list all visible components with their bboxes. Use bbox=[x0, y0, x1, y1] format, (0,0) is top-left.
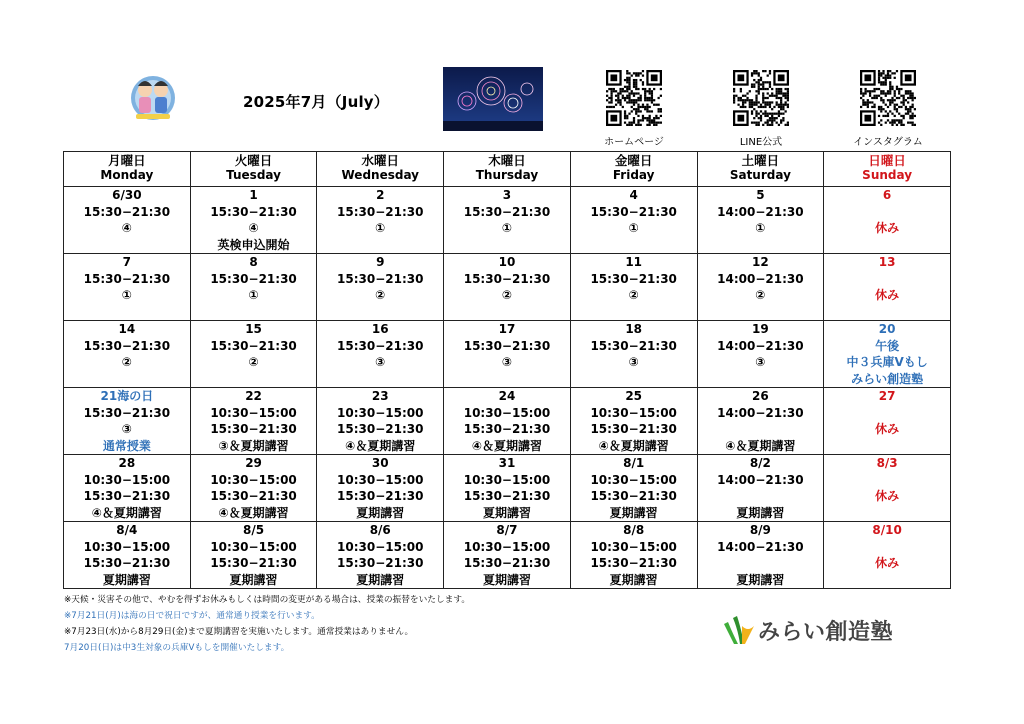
day-cell bbox=[317, 522, 444, 589]
day-detail: 15:30−21:30 bbox=[210, 338, 297, 353]
day-detail: 15:30−21:30 bbox=[590, 271, 677, 286]
day-detail: 15:30−21:30 bbox=[337, 338, 424, 353]
day-date: 14 bbox=[118, 322, 136, 336]
day-detail: ① bbox=[248, 288, 259, 302]
day-cell bbox=[444, 388, 571, 455]
day-cell bbox=[444, 522, 571, 589]
day-detail: 14:00−21:30 bbox=[717, 472, 804, 487]
day-detail: 15:30−21:30 bbox=[463, 556, 551, 570]
day-cell bbox=[317, 254, 444, 321]
day-detail: 15:30−21:30 bbox=[337, 489, 424, 503]
day-detail: 15:30−21:30 bbox=[210, 204, 297, 219]
footnote: ※天候・災害その他で、やむを得ずお休みもしくは時間の変更がある場合は、授業の振替をいたします。 bbox=[64, 595, 471, 605]
day-date: 28 bbox=[118, 456, 136, 470]
day-detail: 15:30−21:30 bbox=[463, 204, 551, 219]
cell-spacer bbox=[824, 204, 950, 221]
footnote: 7月20日(日)は中3生対象の兵庫Vもしを開催いたします。 bbox=[64, 643, 290, 653]
day-date: 26 bbox=[752, 389, 769, 403]
weekday-jp: 金曜日 bbox=[614, 153, 653, 168]
day-cell bbox=[190, 187, 317, 254]
day-cell bbox=[190, 388, 317, 455]
day-cell bbox=[64, 254, 191, 321]
day-detail: 15:30−21:30 bbox=[83, 489, 171, 503]
fireworks-image bbox=[443, 67, 543, 131]
day-cell bbox=[824, 187, 951, 254]
day-date: 3 bbox=[502, 188, 512, 202]
footnote: ※7月23日(水)から8月29日(金)まで夏期講習を実施いたします。通常授業はありません。 bbox=[64, 627, 414, 637]
day-detail: ② bbox=[755, 288, 766, 302]
day-detail: 14:00−21:30 bbox=[717, 338, 804, 353]
day-detail: 10:30−15:00 bbox=[337, 405, 424, 420]
weekday-header bbox=[697, 152, 824, 187]
day-detail: ④＆夏期講習 bbox=[598, 438, 669, 453]
page-title: 2025年7月（July） bbox=[243, 93, 389, 111]
day-detail: 15:30−21:30 bbox=[83, 405, 171, 420]
day-detail: 休み bbox=[875, 556, 900, 570]
footnote: ※7月21日(月)は海の日で祝日ですが、通常通り授業を行います。 bbox=[64, 611, 320, 621]
day-detail: 15:30−21:30 bbox=[83, 556, 171, 570]
day-detail: 14:00−21:30 bbox=[717, 204, 804, 219]
day-date: 13 bbox=[878, 255, 896, 269]
day-detail: ④＆夏期講習 bbox=[91, 505, 162, 520]
day-date: 18 bbox=[625, 322, 643, 336]
day-detail: ① bbox=[755, 221, 766, 235]
day-date: 8/1 bbox=[623, 456, 645, 470]
day-detail: 15:30−21:30 bbox=[463, 489, 551, 503]
weekday-en: Thursday bbox=[475, 168, 539, 182]
day-date: 11 bbox=[625, 255, 643, 269]
schedule-calendar bbox=[63, 151, 951, 589]
qr-caption-instagram: インスタグラム bbox=[853, 137, 923, 148]
day-detail: ② bbox=[248, 355, 259, 369]
cell-spacer bbox=[698, 421, 824, 438]
day-detail: ④ bbox=[248, 221, 259, 235]
qr-line[interactable] bbox=[711, 70, 811, 148]
qr-caption-line: LINE公式 bbox=[739, 137, 783, 148]
day-detail: 夏期講習 bbox=[102, 572, 151, 587]
day-date: 8/5 bbox=[243, 523, 265, 537]
day-cell bbox=[64, 455, 191, 522]
day-cell bbox=[570, 388, 697, 455]
weekday-jp: 土曜日 bbox=[741, 153, 780, 168]
week-row bbox=[64, 522, 951, 589]
logo-mark-icon bbox=[721, 612, 755, 646]
weekday-header bbox=[64, 152, 191, 187]
day-date: 8/6 bbox=[369, 523, 391, 537]
qr-code-icon bbox=[860, 70, 916, 126]
weekday-header bbox=[317, 152, 444, 187]
weekday-header bbox=[444, 152, 571, 187]
day-date: 8/2 bbox=[749, 456, 771, 470]
weekday-en: Wednesday bbox=[341, 168, 420, 182]
day-detail: 夏期講習 bbox=[482, 572, 531, 587]
weekday-en: Sunday bbox=[862, 168, 913, 182]
day-detail: 15:30−21:30 bbox=[590, 556, 677, 570]
cell-spacer bbox=[824, 539, 950, 556]
day-detail: 夏期講習 bbox=[736, 505, 785, 520]
day-detail: 15:30−21:30 bbox=[590, 489, 677, 503]
day-cell bbox=[824, 388, 951, 455]
day-detail: 10:30−15:00 bbox=[83, 539, 171, 554]
day-cell bbox=[697, 455, 824, 522]
day-cell bbox=[697, 187, 824, 254]
weekday-jp: 木曜日 bbox=[488, 153, 526, 168]
day-cell bbox=[64, 321, 191, 388]
day-cell bbox=[444, 321, 571, 388]
weekday-en: Saturday bbox=[729, 168, 791, 182]
day-cell bbox=[570, 254, 697, 321]
day-detail: 15:30−21:30 bbox=[210, 556, 297, 570]
day-detail: ① bbox=[628, 221, 639, 235]
day-date: 8/9 bbox=[749, 523, 771, 537]
cell-spacer bbox=[698, 555, 824, 572]
day-detail: ② bbox=[375, 288, 386, 302]
day-date: 24 bbox=[498, 389, 516, 403]
day-cell bbox=[64, 522, 191, 589]
weekday-header bbox=[570, 152, 697, 187]
day-cell bbox=[824, 455, 951, 522]
day-cell bbox=[317, 321, 444, 388]
day-detail: ② bbox=[501, 288, 513, 302]
day-date: 29 bbox=[245, 456, 262, 470]
day-date: 27 bbox=[878, 389, 896, 403]
day-detail: ① bbox=[501, 221, 513, 235]
day-cell bbox=[190, 522, 317, 589]
day-date: 25 bbox=[625, 389, 643, 403]
weekday-en: Monday bbox=[100, 168, 154, 182]
day-date: 2 bbox=[376, 188, 385, 202]
weekday-jp: 月曜日 bbox=[108, 153, 146, 168]
day-detail: 10:30−15:00 bbox=[210, 472, 297, 487]
day-date: 5 bbox=[756, 188, 765, 202]
day-detail: 15:30−21:30 bbox=[210, 422, 297, 436]
day-detail: ③ bbox=[375, 355, 386, 369]
day-date: 10 bbox=[498, 255, 516, 269]
day-detail: 10:30−15:00 bbox=[463, 539, 551, 554]
cell-spacer bbox=[824, 271, 950, 288]
day-detail: 15:30−21:30 bbox=[83, 271, 171, 286]
day-date: 23 bbox=[371, 389, 389, 403]
day-detail: 休み bbox=[875, 489, 900, 503]
day-detail: 休み bbox=[875, 288, 900, 302]
week-row bbox=[64, 388, 951, 455]
day-date: 8/7 bbox=[496, 523, 518, 537]
day-cell bbox=[570, 187, 697, 254]
day-detail: 10:30−15:00 bbox=[463, 405, 551, 420]
day-detail: 10:30−15:00 bbox=[83, 472, 171, 487]
day-cell bbox=[824, 254, 951, 321]
day-date: 20 bbox=[878, 322, 896, 336]
day-cell bbox=[64, 388, 191, 455]
weekday-header bbox=[824, 152, 951, 187]
day-cell bbox=[444, 455, 571, 522]
day-detail: 英検申込開始 bbox=[217, 237, 290, 252]
day-date: 8/4 bbox=[116, 523, 138, 537]
day-date: 22 bbox=[245, 389, 262, 403]
weekday-jp: 水曜日 bbox=[361, 153, 400, 168]
day-cell bbox=[570, 455, 697, 522]
day-detail: 15:30−21:30 bbox=[210, 271, 297, 286]
day-detail: 15:30−21:30 bbox=[590, 422, 677, 436]
day-detail: 15:30−21:30 bbox=[83, 204, 171, 219]
day-detail: 14:00−21:30 bbox=[717, 271, 804, 286]
day-detail: 10:30−15:00 bbox=[337, 472, 424, 487]
day-detail: 休み bbox=[875, 422, 900, 436]
weekday-jp: 火曜日 bbox=[234, 153, 273, 168]
day-date: 4 bbox=[629, 188, 638, 202]
day-detail: ④＆夏期講習 bbox=[218, 505, 289, 520]
day-detail: 夏期講習 bbox=[482, 505, 531, 520]
day-cell bbox=[64, 187, 191, 254]
day-date: 12 bbox=[752, 255, 769, 269]
cell-spacer bbox=[824, 472, 950, 489]
day-detail: ④＆夏期講習 bbox=[345, 438, 416, 453]
school-logo bbox=[721, 612, 921, 648]
cell-spacer bbox=[698, 488, 824, 505]
day-date: 1 bbox=[249, 188, 258, 202]
day-date: 21海の日 bbox=[100, 389, 154, 403]
qr-code-icon bbox=[733, 70, 789, 126]
day-detail: 夏期講習 bbox=[609, 505, 658, 520]
day-cell bbox=[697, 321, 824, 388]
qr-caption-homepage: ホームページ bbox=[604, 137, 664, 148]
day-date: 31 bbox=[498, 456, 516, 470]
day-detail: 10:30−15:00 bbox=[590, 539, 677, 554]
day-date: 9 bbox=[376, 255, 385, 269]
day-cell bbox=[190, 321, 317, 388]
mascot-illustration bbox=[128, 70, 178, 122]
week-row bbox=[64, 455, 951, 522]
day-cell bbox=[824, 321, 951, 388]
weekday-jp: 日曜日 bbox=[868, 153, 906, 168]
day-date: 8/3 bbox=[876, 456, 898, 470]
day-detail: ① bbox=[121, 288, 132, 302]
day-detail: 10:30−15:00 bbox=[590, 472, 677, 487]
day-detail: 15:30−21:30 bbox=[463, 422, 551, 436]
day-cell bbox=[444, 254, 571, 321]
day-cell bbox=[824, 522, 951, 589]
day-detail: ④＆夏期講習 bbox=[725, 438, 796, 453]
day-date: 6/30 bbox=[112, 188, 142, 202]
day-detail: 夏期講習 bbox=[356, 572, 405, 587]
day-detail: ③ bbox=[121, 422, 132, 436]
day-detail: 10:30−15:00 bbox=[210, 405, 297, 420]
qr-homepage[interactable] bbox=[584, 70, 684, 148]
day-date: 8/8 bbox=[623, 523, 645, 537]
weekday-en: Tuesday bbox=[226, 168, 281, 182]
day-cell bbox=[317, 455, 444, 522]
day-date: 16 bbox=[371, 322, 389, 336]
week-row bbox=[64, 187, 951, 254]
qr-code-icon bbox=[606, 70, 662, 126]
day-cell bbox=[190, 254, 317, 321]
day-detail: 15:30−21:30 bbox=[590, 204, 677, 219]
day-detail: ③ bbox=[628, 355, 639, 369]
cell-spacer bbox=[824, 405, 950, 422]
day-detail: ④＆夏期講習 bbox=[471, 438, 543, 453]
day-detail: ① bbox=[375, 221, 386, 235]
day-detail: 15:30−21:30 bbox=[463, 338, 551, 353]
day-cell bbox=[570, 522, 697, 589]
day-detail: 夏期講習 bbox=[356, 505, 405, 520]
day-date: 17 bbox=[498, 322, 516, 336]
day-detail: 夏期講習 bbox=[736, 572, 785, 587]
weekday-en: Friday bbox=[612, 168, 655, 182]
day-detail: ③ bbox=[755, 355, 766, 369]
day-cell bbox=[317, 388, 444, 455]
day-date: 8 bbox=[249, 255, 258, 269]
day-detail: 15:30−21:30 bbox=[337, 422, 424, 436]
day-detail: 14:00−21:30 bbox=[717, 539, 804, 554]
day-date: 19 bbox=[752, 322, 769, 336]
day-cell bbox=[570, 321, 697, 388]
day-detail: ③＆夏期講習 bbox=[218, 438, 289, 453]
day-detail: 15:30−21:30 bbox=[337, 271, 424, 286]
weekday-header-row bbox=[64, 152, 951, 187]
day-cell bbox=[697, 522, 824, 589]
day-detail: みらい創造塾 bbox=[851, 371, 924, 386]
day-date: 30 bbox=[371, 456, 389, 470]
day-detail: 午後 bbox=[875, 338, 900, 353]
day-detail: 15:30−21:30 bbox=[83, 338, 171, 353]
day-cell bbox=[697, 254, 824, 321]
day-detail: 15:30−21:30 bbox=[590, 338, 677, 353]
day-date: 7 bbox=[122, 255, 132, 269]
day-date: 6 bbox=[882, 188, 892, 202]
day-date: 15 bbox=[245, 322, 262, 336]
day-detail: ② bbox=[121, 355, 132, 369]
day-detail: 通常授業 bbox=[102, 438, 151, 453]
week-row bbox=[64, 321, 951, 388]
day-detail: 10:30−15:00 bbox=[210, 539, 297, 554]
day-detail: 15:30−21:30 bbox=[337, 204, 424, 219]
day-detail: 15:30−21:30 bbox=[337, 556, 424, 570]
day-cell bbox=[190, 455, 317, 522]
day-detail: 10:30−15:00 bbox=[463, 472, 551, 487]
day-detail: 夏期講習 bbox=[609, 572, 658, 587]
day-cell bbox=[444, 187, 571, 254]
day-detail: 10:30−15:00 bbox=[337, 539, 424, 554]
day-cell bbox=[317, 187, 444, 254]
day-cell bbox=[697, 388, 824, 455]
day-detail: 休み bbox=[875, 221, 900, 235]
day-detail: 夏期講習 bbox=[229, 572, 278, 587]
day-detail: ④ bbox=[121, 221, 132, 235]
qr-instagram[interactable] bbox=[838, 70, 938, 148]
week-row bbox=[64, 254, 951, 321]
day-date: 8/10 bbox=[872, 523, 902, 537]
day-detail: 14:00−21:30 bbox=[717, 405, 804, 420]
weekday-header bbox=[190, 152, 317, 187]
day-detail: 15:30−21:30 bbox=[210, 489, 297, 503]
footnotes bbox=[64, 592, 470, 656]
day-detail: ③ bbox=[501, 355, 513, 369]
day-detail: 中３兵庫Vもし bbox=[846, 355, 928, 369]
day-detail: ② bbox=[628, 288, 639, 302]
day-detail: 15:30−21:30 bbox=[463, 271, 551, 286]
day-detail: 10:30−15:00 bbox=[590, 405, 677, 420]
logo-text: みらい創造塾 bbox=[758, 620, 894, 645]
